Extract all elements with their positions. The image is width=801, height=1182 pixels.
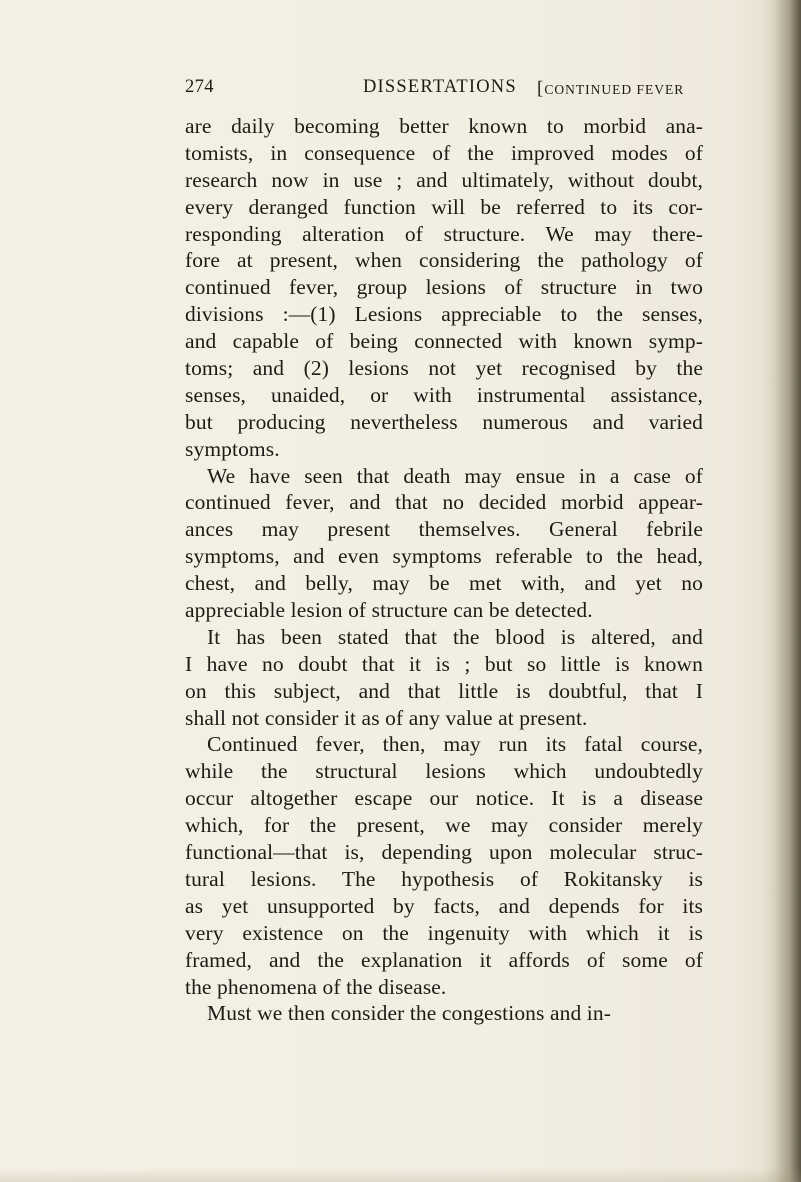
text-line: tomists, in consequence of the improved modes of [185,140,703,165]
text-line: appreciable lesion of structure can be detected. [185,598,593,623]
page-binding-shadow [763,0,801,1182]
section-title-bracket: [ [537,78,545,99]
text-line: fore at present, when considering the pathology of [185,248,703,273]
text-line: and capable of being connected with known symp- [185,329,703,354]
section-title [537,77,684,102]
page-bottom-shadow [0,1168,801,1182]
text-line: continued fever, and that no decided morbid appear- [185,490,703,515]
text-line: which, for the present, we may consider merely [185,813,703,838]
text-line: while the structural lesions which undoubtedly [185,759,703,784]
text-line: chest, and belly, may be met with, and yet no [185,571,703,596]
text-line: continued fever, group lesions of structure in two [185,275,703,300]
text-line: as yet unsupported by facts, and depends for its [185,893,703,918]
text-line: framed, and the explanation it affords of some of [185,947,703,972]
text-line: Must we then consider the congestions and in- [207,1001,611,1026]
text-line: symptoms. [185,436,280,461]
text-line: functional—that is, depending upon molecular struc- [185,840,703,865]
text-line: but producing nevertheless numerous and varied [185,409,703,434]
text-line: shall not consider it as of any value at present. [185,705,588,730]
section-title-text: CONTINUED FEVER [544,82,685,97]
text-line: tural lesions. The hypothesis of Rokitansky is [185,866,703,891]
text-line: responding alteration of structure. We may there- [185,221,703,246]
text-line: symptoms, and even symptoms referable to the head, [185,544,703,569]
running-title: DISSERTATIONS [363,77,517,97]
text-line: every deranged function will be referred to its cor- [185,194,703,219]
text-line: I have no doubt that it is ; but so little is known [185,651,703,676]
text-line: We have seen that death may ensue in a case of [207,463,703,488]
text-line: are daily becoming better known to morbid ana- [185,114,703,138]
text-line: toms; and (2) lesions not yet recognised by the [185,356,703,381]
running-header [185,77,707,101]
body-text [185,113,703,1027]
text-line: ances may present themselves. General febrile [185,517,703,542]
text-line: research now in use ; and ultimately, without doubt, [185,167,703,192]
text-line: Continued fever, then, may run its fatal course, [207,732,703,757]
text-line: It has been stated that the blood is altered, and [207,624,703,649]
text-line: occur altogether escape our notice. It is a disease [185,786,703,811]
text-line: senses, unaided, or with instrumental assistance, [185,382,703,407]
page-number: 274 [185,77,214,97]
text-line: on this subject, and that little is doubtful, that I [185,678,703,703]
text-line: very existence on the ingenuity with which it is [185,920,703,945]
text-line: divisions :—(1) Lesions appreciable to the senses, [185,302,703,327]
text-line: the phenomena of the disease. [185,974,447,999]
